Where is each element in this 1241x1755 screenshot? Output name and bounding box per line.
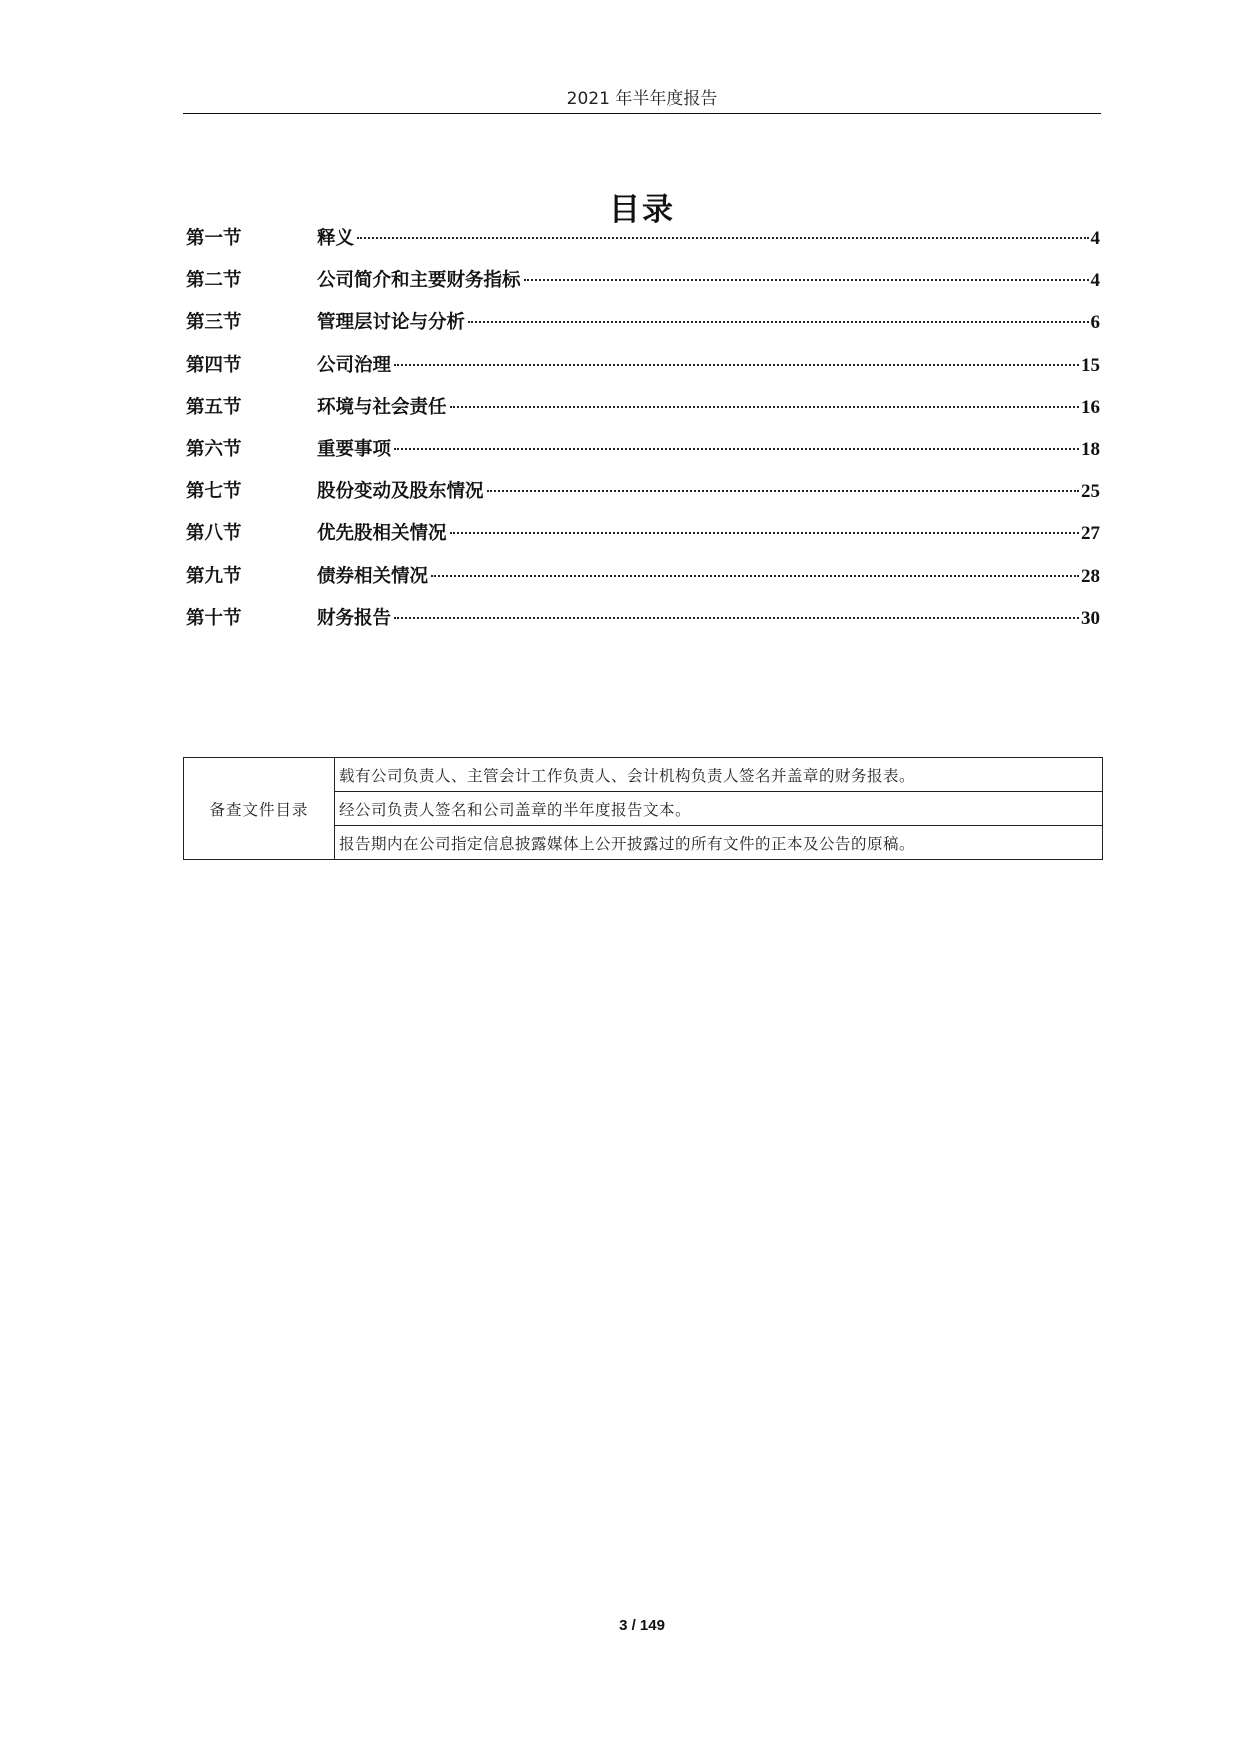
toc-section-number: 第六节 (186, 438, 242, 460)
toc-entry[interactable] (186, 562, 1100, 604)
toc-entry[interactable] (186, 519, 1100, 561)
toc-section-number: 第一节 (186, 228, 242, 249)
toc-entry[interactable] (186, 477, 1100, 519)
reference-document-item: 经公司负责人签名和公司盖章的半年度报告文本。 (335, 792, 1103, 826)
toc-section-name: 管理层讨论与分析 (317, 312, 466, 334)
toc-section-name: 公司治理 (317, 354, 392, 376)
toc-dot-leader (487, 490, 1079, 492)
toc-section-number: 第三节 (186, 312, 242, 334)
table-row (184, 758, 1103, 792)
toc-dot-leader (394, 364, 1079, 366)
reference-document-item: 载有公司负责人、主管会计工作负责人、会计机构负责人签名并盖章的财务报表。 (335, 758, 1103, 792)
table-of-contents (186, 224, 1100, 646)
toc-section-number: 第四节 (186, 354, 242, 376)
toc-dot-leader (524, 279, 1089, 281)
toc-section-name: 优先股相关情况 (317, 523, 447, 545)
page-indicator: 3 / 149 (619, 1617, 665, 1634)
toc-section-name: 债券相关情况 (317, 565, 429, 587)
toc-section-number: 第五节 (186, 396, 242, 418)
toc-page-number: 16 (1081, 396, 1100, 418)
toc-section-name: 财务报告 (317, 607, 392, 629)
toc-section-name: 释义 (317, 228, 355, 249)
toc-page-number: 25 (1081, 481, 1100, 503)
toc-dot-leader (468, 321, 1088, 323)
toc-entry[interactable] (186, 266, 1100, 308)
toc-entry[interactable] (186, 308, 1100, 350)
toc-page-number: 15 (1081, 354, 1100, 376)
toc-section-number: 第八节 (186, 523, 242, 545)
reference-documents-label: 备查文件目录 (184, 758, 335, 860)
toc-dot-leader (357, 237, 1088, 239)
header-divider (183, 113, 1101, 114)
toc-page-number: 27 (1081, 523, 1100, 545)
reference-document-item: 报告期内在公司指定信息披露媒体上公开披露过的所有文件的正本及公告的原稿。 (335, 826, 1103, 860)
toc-section-name: 环境与社会责任 (317, 396, 447, 418)
toc-page-number: 28 (1081, 565, 1100, 587)
toc-entry[interactable] (186, 224, 1100, 266)
toc-entry[interactable] (186, 393, 1100, 435)
toc-entry[interactable] (186, 435, 1100, 477)
toc-dot-leader (394, 448, 1079, 450)
toc-dot-leader (450, 406, 1079, 408)
toc-page-number: 30 (1081, 607, 1100, 629)
toc-section-number: 第九节 (186, 565, 242, 587)
toc-section-name: 股份变动及股东情况 (317, 481, 484, 503)
toc-dot-leader (394, 617, 1079, 619)
toc-dot-leader (431, 575, 1079, 577)
toc-section-name: 公司简介和主要财务指标 (317, 270, 521, 292)
toc-entry[interactable] (186, 351, 1100, 393)
toc-section-number: 第二节 (186, 270, 242, 292)
toc-entry[interactable] (186, 604, 1100, 646)
toc-section-number: 第七节 (186, 481, 242, 503)
toc-page-number: 6 (1090, 312, 1100, 334)
toc-page-number: 4 (1090, 270, 1100, 292)
toc-page-number: 18 (1081, 438, 1100, 460)
reference-documents-table (183, 757, 1103, 860)
toc-dot-leader (450, 532, 1079, 534)
toc-page-number: 4 (1090, 228, 1100, 249)
toc-section-name: 重要事项 (317, 438, 392, 460)
toc-title: 目录 (609, 192, 675, 228)
running-header: 2021 年半年度报告 (566, 89, 718, 109)
toc-section-number: 第十节 (186, 607, 242, 629)
